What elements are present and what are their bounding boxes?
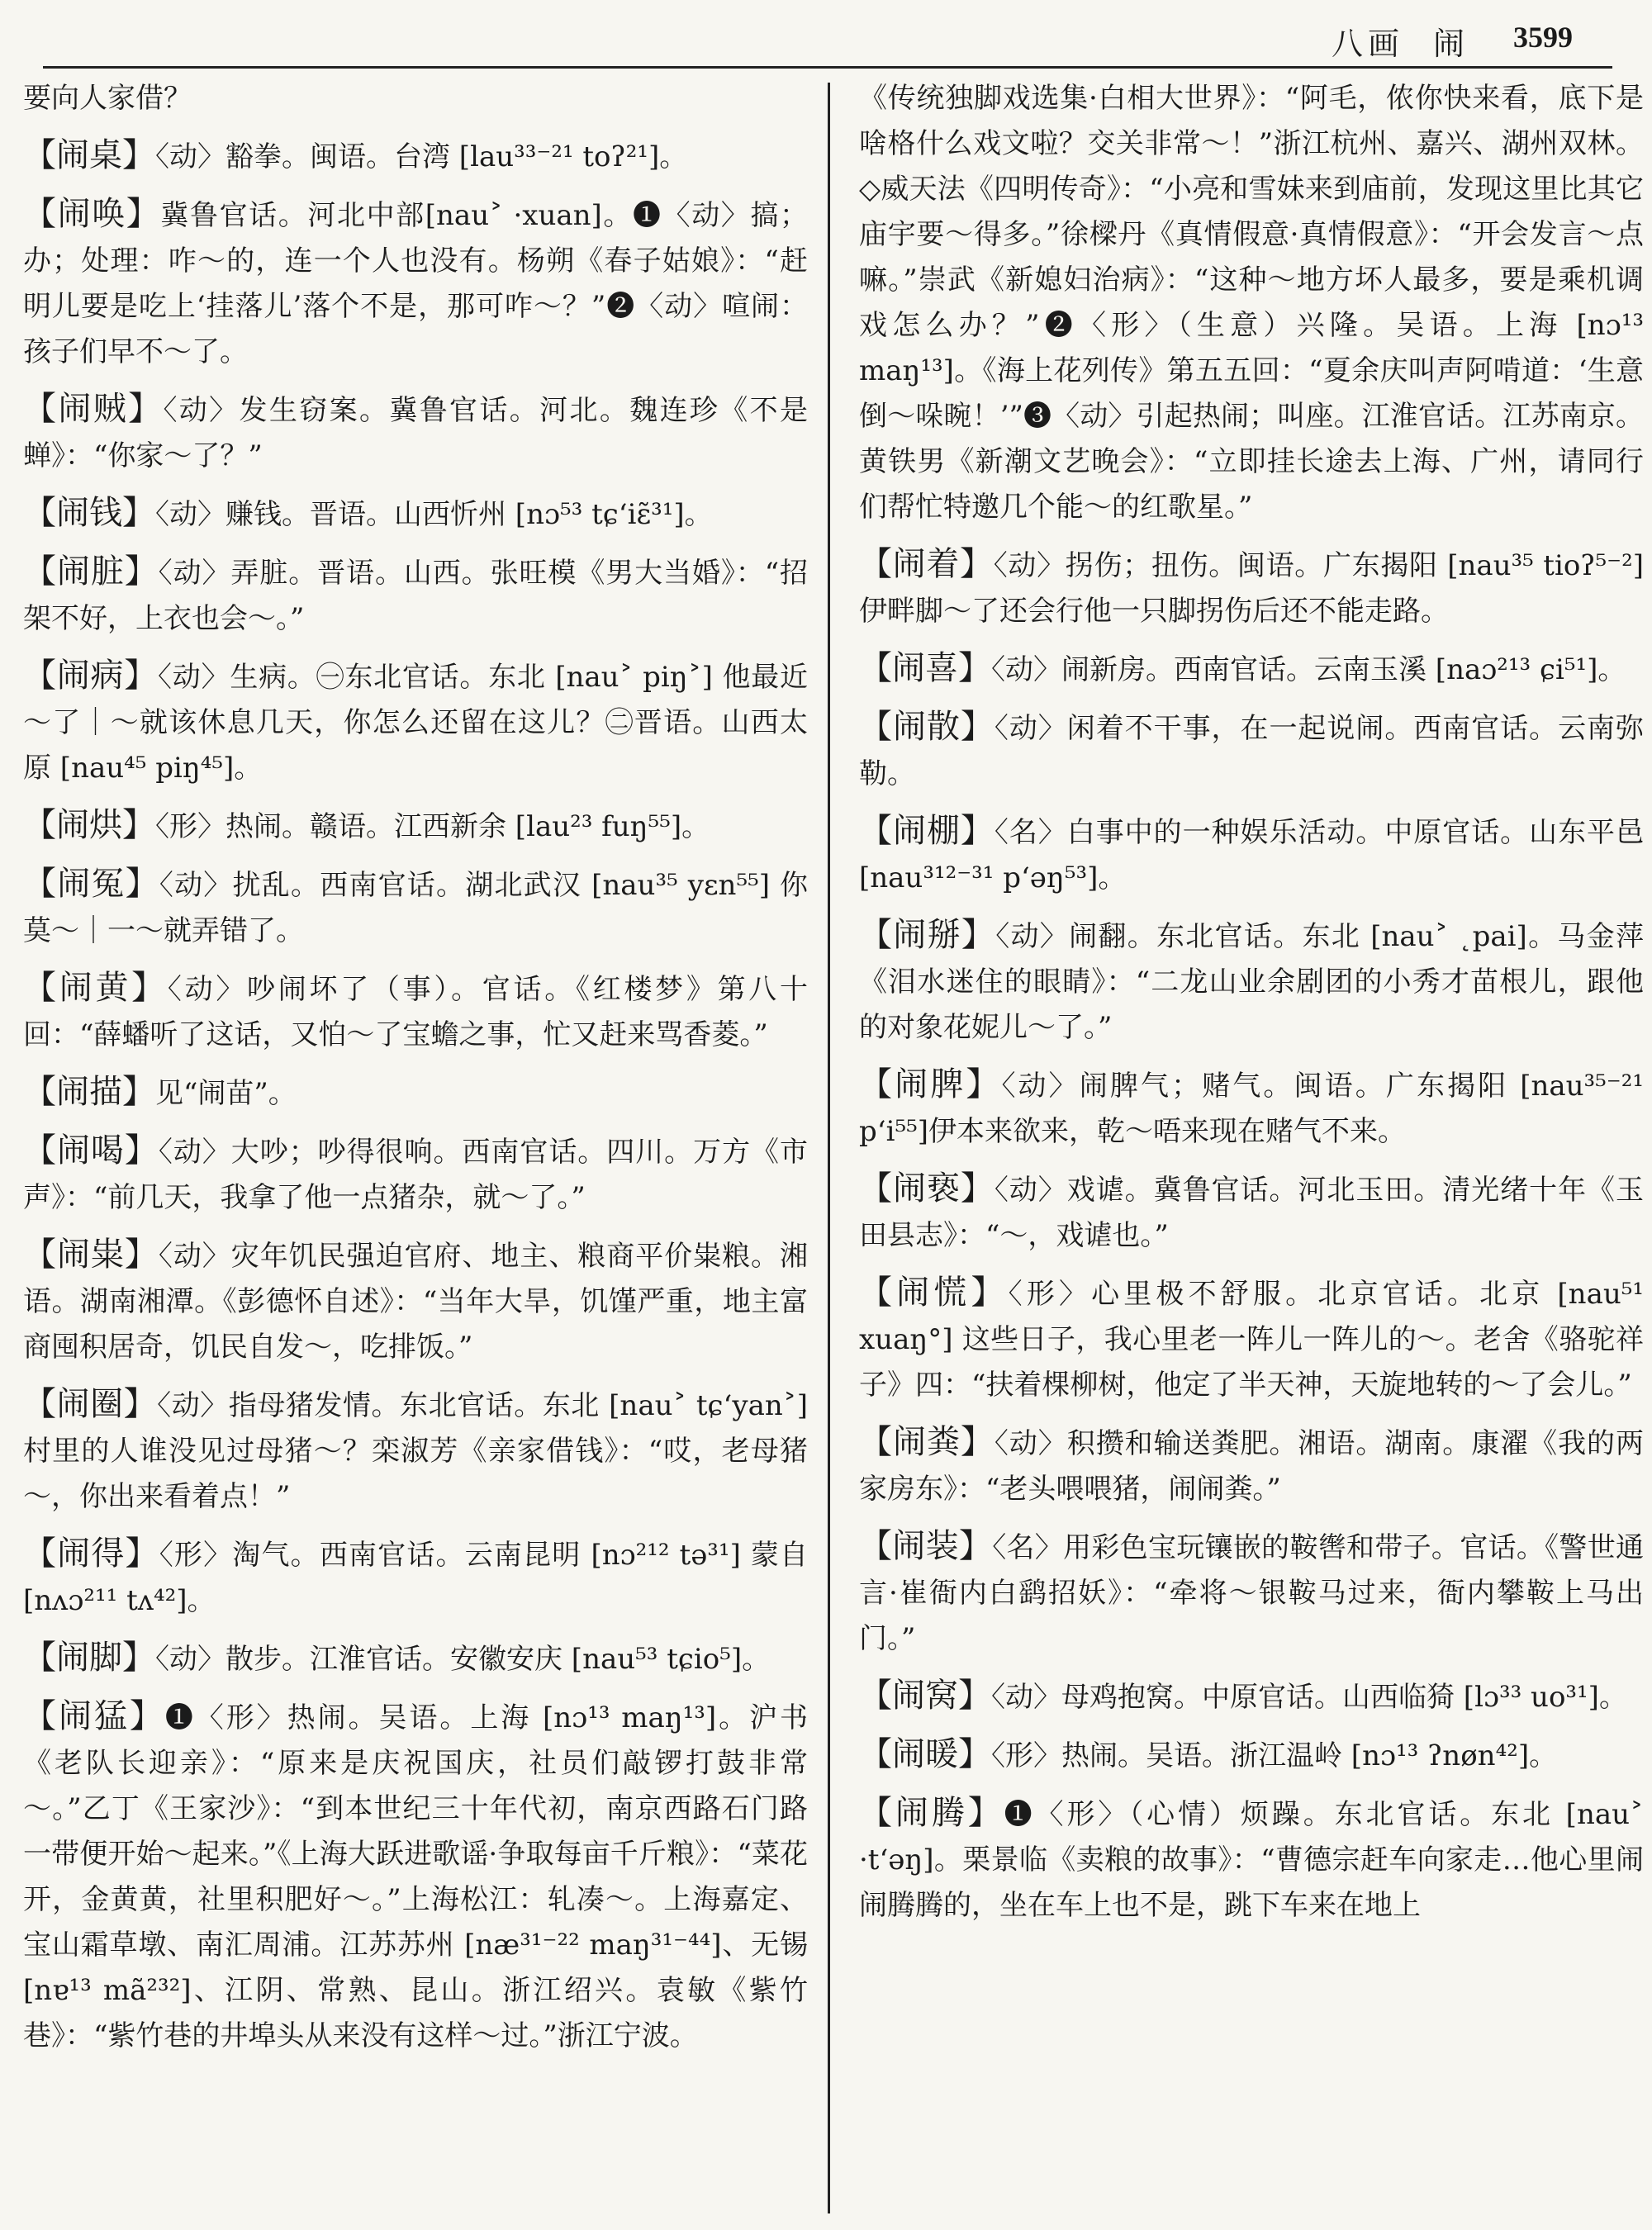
headword: 【闹粪】 bbox=[859, 1423, 995, 1461]
dictionary-entry bbox=[859, 1270, 1644, 1408]
definition: 〈动〉散步。江淮官话。安徽安庆 [nau⁵³ tɕio⁵]。 bbox=[155, 1643, 771, 1676]
headword: 【闹得】 bbox=[23, 1535, 159, 1573]
headword: 【闹唤】 bbox=[23, 195, 161, 233]
dictionary-entry bbox=[859, 1166, 1644, 1259]
dictionary-entry bbox=[859, 1524, 1644, 1662]
page-header bbox=[0, 0, 1652, 66]
dictionary-entry bbox=[23, 133, 808, 180]
left-column bbox=[23, 76, 808, 2071]
definition: 〈动〉弄脏。晋语。山西。张旺模《男大当婚》：“招架不好，上衣也会～。” bbox=[23, 557, 808, 635]
definition: 〈动〉闹翻。东北官话。东北 [nau˃ ˛pai]。马金萍《泪水迷住的眼睛》：“二龙山业余剧团的小秀才苗根儿，跟他的对象花妮儿～了。” bbox=[859, 920, 1645, 1044]
definition: 〈动〉闲着不干事，在一起说闹。西南官话。云南弥勒。 bbox=[859, 712, 1645, 790]
header-rule bbox=[43, 66, 1612, 69]
definition: 〈动〉母鸡抱窝。中原官话。山西临猗 [lɔ³³ uo³¹]。 bbox=[991, 1681, 1627, 1714]
dictionary-entry bbox=[859, 809, 1644, 901]
dictionary-entry bbox=[859, 1791, 1644, 1929]
headword: 【闹脚】 bbox=[23, 1639, 155, 1677]
headword: 【闹脏】 bbox=[23, 553, 159, 591]
headword: 【闹掰】 bbox=[859, 916, 996, 954]
definition: 〈动〉吵闹坏了（事）。官话。《红楼梦》第八十回：“薛蟠听了这话，又怕～了宝蟾之事，忙又赶来骂香菱。” bbox=[23, 973, 809, 1051]
headword: 【闹脾】 bbox=[859, 1065, 1002, 1103]
dictionary-entry bbox=[859, 913, 1644, 1051]
definition: 〈名〉白事中的一种娱乐活动。中原官话。山东平邑 [nau³¹²⁻³¹ pʻəŋ⁵³]。 bbox=[859, 816, 1645, 894]
dictionary-entry bbox=[23, 192, 808, 375]
headword: 【闹烘】 bbox=[23, 806, 155, 844]
definition: 〈动〉赚钱。晋语。山西忻州 [nɔ⁵³ tɕʻiɛ̃³¹]。 bbox=[155, 498, 713, 531]
headword: 【闹棚】 bbox=[859, 812, 995, 850]
dictionary-entry bbox=[859, 705, 1644, 797]
dictionary-entry bbox=[23, 1382, 808, 1520]
dictionary-entry bbox=[23, 1694, 808, 2059]
dictionary-entry bbox=[23, 1531, 808, 1624]
definition: 〈形〉热闹。赣语。江西新余 [lau²³ fuŋ⁵⁵]。 bbox=[155, 810, 710, 843]
dictionary-entry bbox=[23, 1128, 808, 1221]
header-char: 闹 bbox=[1433, 26, 1465, 62]
dictionary-entry bbox=[23, 491, 808, 538]
dictionary-entry bbox=[23, 549, 808, 642]
dictionary-entry bbox=[859, 1062, 1644, 1155]
dictionary-entry bbox=[859, 1420, 1644, 1512]
headword: 【闹暖】 bbox=[859, 1735, 991, 1773]
dictionary-entry bbox=[859, 1732, 1644, 1779]
definition: 〈动〉生病。㊀东北官话。东北 [nau˃ piŋ˃] 他最近～了｜～就该休息几天，你怎么还留在这儿？㊁晋语。山西太原 [nau⁴⁵ piŋ⁴⁵]。 bbox=[23, 661, 809, 785]
dictionary-entry bbox=[23, 803, 808, 850]
continuation-text: 《传统独脚戏选集·白相大世界》：“阿毛，侬你快来看，底下是啥格什么戏文啦？交关非常～！”浙江杭州、嘉兴、湖州双林。◇威天法《四明传奇》：“小亮和雪妹来到庙前，发现这里比其它庙宇要～得多。”徐樑丹《真情假意·真情假意》：“开会发言～点嘛。”崇武《新媳妇治病》：“这种～地方坏人最多，要是乘机调戏怎么办？”❷〈形〉（生意）兴隆。吴语。上海 [nɔ¹³ maŋ¹³]。《海上花列传》第五五回：“夏余庆叫声阿啃道：‘生意倒～哚晼！’”❸〈动〉引起热闹；叫座。江淮官话。江苏南京。黄铁男《新潮文艺晚会》：“立即挂长途去上海、广州，请同行们帮忙特邀几个能～的红歌星。” bbox=[859, 82, 1644, 524]
dictionary-entry bbox=[859, 1673, 1644, 1720]
definition: 冀鲁官话。河北中部[nau˃ ·xuan]。❶〈动〉搞；办；处理：咋～的，连一个人也没有。杨朔《春子姑娘》：“赶明儿要是吃上‘挂落儿’落个不是，那可咋～？”❷〈动〉喧闹：孩子们早不～了。 bbox=[23, 199, 808, 368]
column-divider bbox=[828, 83, 830, 2213]
definition: 〈动〉闹新房。西南官话。云南玉溪 [naɔ²¹³ ɕi⁵¹]。 bbox=[991, 653, 1626, 686]
headword: 【闹亵】 bbox=[859, 1170, 995, 1208]
dictionary-entry bbox=[23, 1232, 808, 1370]
headword: 【闹黄】 bbox=[23, 969, 168, 1007]
definition: 〈形〉热闹。吴语。浙江温岭 [nɔ¹³ ʔnøn⁴²]。 bbox=[991, 1739, 1558, 1772]
headword: 【闹喜】 bbox=[859, 649, 991, 687]
headword: 【闹圈】 bbox=[23, 1385, 158, 1423]
headword: 【闹腾】 bbox=[859, 1794, 1004, 1832]
headword: 【闹着】 bbox=[859, 545, 994, 583]
definition: 〈形〉淘气。西南官话。云南昆明 [nɔ²¹² tə³¹] 蒙自 [nʌɔ²¹¹ tʌ⁴²]。 bbox=[23, 1539, 809, 1617]
entry-list bbox=[23, 133, 808, 2059]
definition: 〈动〉发生窃案。冀鲁官话。河北。魏连珍《不是蝉》：“你家～了？” bbox=[23, 394, 809, 472]
dictionary-entry bbox=[859, 646, 1644, 693]
headword: 【闹散】 bbox=[859, 708, 995, 746]
dictionary-entry bbox=[859, 542, 1644, 634]
dictionary-entry bbox=[23, 861, 808, 954]
section-label: 八画 bbox=[1332, 26, 1405, 62]
definition: 〈动〉戏谑。冀鲁官话。河北玉田。清光绪十年《玉田县志》：“～，戏谑也。” bbox=[859, 1174, 1645, 1252]
page-number: 3599 bbox=[1513, 21, 1573, 54]
definition: 〈形〉心里极不舒服。北京官话。北京 [nau⁵¹ xuaŋ°] 这些日子，我心里老一阵儿一阵儿的～。老舍《骆驼祥子》四：“扶着棵柳树，他定了半天神，天旋地转的～了会儿。” bbox=[859, 1278, 1644, 1402]
definition: 〈动〉扰乱。西南官话。湖北武汉 [nau³⁵ yɛn⁵⁵] 你莫～｜一～就弄错了。 bbox=[23, 869, 809, 947]
headword: 【闹病】 bbox=[23, 657, 159, 695]
entry-list bbox=[859, 542, 1644, 1929]
dictionary-entry bbox=[23, 966, 808, 1058]
dictionary-entry bbox=[23, 387, 808, 479]
continuation-text: 要向人家借？ bbox=[23, 82, 192, 115]
dictionary-entry bbox=[23, 1070, 808, 1117]
headword: 【闹描】 bbox=[23, 1073, 155, 1111]
definition: 〈动〉灾年饥民强迫官府、地主、粮商平价粜粮。湘语。湖南湘潭。《彭德怀自述》：“当年大旱，饥馑严重，地主富商囤积居奇，饥民自发～，吃排饭。” bbox=[23, 1240, 809, 1364]
headword: 【闹慌】 bbox=[859, 1274, 1009, 1312]
definition: 见“闹苗”。 bbox=[155, 1077, 297, 1110]
dictionary-entry bbox=[23, 1635, 808, 1682]
headword: 【闹贼】 bbox=[23, 390, 164, 428]
definition: 〈动〉大吵；吵得很响。西南官话。四川。万方《市声》：“前几天，我拿了他一点猪杂，就～了。” bbox=[23, 1136, 809, 1214]
headword: 【闹冤】 bbox=[23, 865, 159, 903]
headword: 【闹装】 bbox=[859, 1527, 993, 1565]
definition: ❶〈形〉（心情）烦躁。东北官话。东北 [nau˃ ·tʻəŋ]。栗景临《卖粮的故事》：“曹德宗赶车向家走…他心里闹闹腾腾的，坐在车上也不是，跳下车来在地上 bbox=[859, 1798, 1645, 1922]
headword: 【闹猛】 bbox=[23, 1697, 165, 1735]
headword: 【闹窝】 bbox=[859, 1677, 991, 1715]
right-column bbox=[859, 76, 1644, 1940]
definition: 〈名〉用彩色宝玩镶嵌的鞍辔和带子。官话。《警世通言·崔衙内白鹞招妖》：“牵将～银鞍马过来，衙内攀鞍上马出门。” bbox=[859, 1531, 1645, 1655]
definition: 〈动〉拐伤；扭伤。闽语。广东揭阳 [nau³⁵ tioʔ⁵⁻²] 伊畔脚～了还会行他一只脚拐伤后还不能走路。 bbox=[859, 549, 1644, 628]
definition: 〈动〉闹脾气；赌气。闽语。广东揭阳 [nau³⁵⁻²¹ pʻi⁵⁵]伊本来欲来，乾～唔来现在赌气不来。 bbox=[859, 1070, 1644, 1148]
definition: 〈动〉豁拳。闽语。台湾 [lau³³⁻²¹ toʔ²¹]。 bbox=[155, 140, 688, 173]
dictionary-entry bbox=[23, 653, 808, 791]
headword: 【闹钱】 bbox=[23, 494, 155, 532]
headword: 【闹粜】 bbox=[23, 1236, 159, 1274]
definition: 〈动〉积攒和输送粪肥。湘语。湖南。康濯《我的两家房东》：“老头喂喂猪，闹闹粪。” bbox=[859, 1427, 1645, 1506]
headword: 【闹喝】 bbox=[23, 1132, 159, 1170]
definition: 〈动〉指母猪发情。东北官话。东北 [nau˃ tɕʻyan˃]村里的人谁没见过母猪～？栾淑芳《亲家借钱》：“哎，老母猪～，你出来看着点！” bbox=[23, 1389, 808, 1513]
definition: ❶〈形〉热闹。吴语。上海 [nɔ¹³ maŋ¹³]。沪书《老队长迎亲》：“原来是庆祝国庆，社员们敲锣打鼓非常～。”乙丁《王家沙》：“到本世纪三十年代初，南京西路石门路一带便开始～起来。”《上海大跃进歌谣·争取每亩千斤粮》：“菜花开，金黄黄，社里积肥好～。”上海松江：轧凑～。上海嘉定、宝山霜草墩、南汇周浦。江苏苏州 [næ³¹⁻²² maŋ³¹⁻⁴⁴]、无锡 [nɐ¹³ mã²³²]、江阴、常熟、昆山。浙江绍兴。袁敏《紫竹巷》：“紫竹巷的井埠头从来没有这样～过。”浙江宁波。 bbox=[23, 1701, 809, 2052]
headword: 【闹桌】 bbox=[23, 136, 155, 174]
